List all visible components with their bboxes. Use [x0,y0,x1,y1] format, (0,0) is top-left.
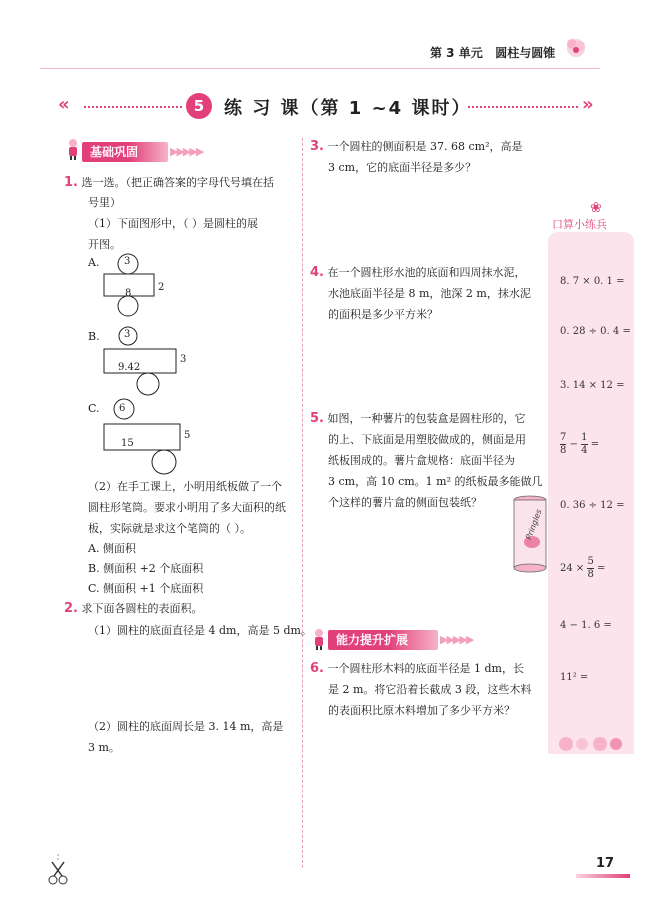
frac-times-num: 5 [587,556,594,567]
q5-line4: 3 cm，高 10 cm。1 m² 的纸板最多能做几 [328,475,543,488]
option-c-width: 15 [121,438,134,449]
option-c-height: 5 [184,430,191,441]
q4-line1: 在一个圆柱形水池的底面和四周抹水泥， [327,266,526,279]
vine-icon: ❀ [590,200,602,216]
page-number: 17 [596,856,615,871]
q1-stem-line1: 选一选。（把正确答案的字母代号填在括 [81,176,274,189]
option-a-circle-value: 3 [124,256,131,267]
option-a-height: 2 [158,282,165,293]
q5-line3: 纸板围成的。薯片盒规格：底面半径为 [328,454,515,467]
frac-times-den: 8 [587,569,594,580]
frac-a-num: 7 [560,432,567,443]
q2: 2. 求下面各圆柱的表面积。 [64,601,203,616]
q6-line2: 是 2 m。将它沿着长截成 3 段，这些木料 [328,683,532,696]
q5-line5: 个这样的薯片盒的侧面包装纸？ [328,496,482,509]
title-dots-left [84,106,182,108]
option-a-label: A. [88,256,100,269]
calc-item-8: 11² = [560,672,589,683]
option-b-width: 9.42 [118,362,141,373]
q2-part2-line1: （2）圆柱的底面周长是 3. 14 m，高是 [88,720,284,733]
q1-stem-line2: 号里） [88,196,121,209]
q1-part2-line3: 板，实际就是求这个笔筒的（ ）。 [88,522,251,535]
girl-icon-2 [312,628,326,650]
q1-number: 1 [64,175,74,190]
frac-b-num: 1 [581,432,588,443]
calc-item-5: 0. 36 ÷ 12 = [560,500,625,511]
q1-part1-line2: 开图。 [88,238,121,251]
q1-choice-b: B. 侧面积 +2 个底面积 [88,562,204,575]
section-arrows-icon-2: ▶▶▶▶▶ [440,633,473,646]
scissors-icon [46,854,70,888]
q6: 6. 一个圆柱形木料的底面半径是 1 dm，长 [310,661,524,676]
q6-line1: 一个圆柱形木料的底面半径是 1 dm，长 [327,662,524,675]
column-divider [302,138,303,868]
calc-item-7: 4 − 1. 6 = [560,620,612,631]
frac-times-a: 24 × [560,563,585,574]
lesson-title: 练 习 课（第 1 ~4 课时） [224,98,472,119]
option-b-height: 3 [180,354,187,365]
option-b-label: B. [88,330,100,343]
girl-icon [66,138,80,160]
net-diagram-c [98,398,198,476]
calc-fraction-minus [560,432,599,457]
sidebar-title: 口算小练兵 [552,218,607,231]
page-number-bar [576,874,630,878]
lesson-number: 5 [186,93,212,119]
section-arrows-icon: ▶▶▶▶▶ [170,145,203,158]
q6-line3: 的表面积比原木料增加了多少平方米？ [328,704,515,717]
calc-item-1: 8. 7 × 0. 1 = [560,276,625,287]
unit-header [430,44,555,61]
q3-line2: 3 cm，它的底面半径是多少？ [328,161,477,174]
q4-line3: 的面积是多少平方米？ [328,308,438,321]
q1-part1-line1: （1）下面图形中，（ ）是圆柱的展 [88,217,258,230]
q3: 3. 一个圆柱的侧面积是 37. 68 cm²，高是 [310,139,523,154]
q2-stem: 求下面各圆柱的表面积。 [81,602,203,615]
q1-choice-c: C. 侧面积 +1 个底面积 [88,582,204,595]
frac-b-den: 4 [581,445,588,456]
chips-can-label: Pringles [524,508,544,541]
q2-number: 2 [64,601,74,616]
roses-icon [552,732,632,754]
left-arrows-icon: « [58,94,66,115]
q1-choice-a: A. 侧面积 [88,542,136,555]
q3-line1: 一个圆柱的侧面积是 37. 68 cm²，高是 [327,140,523,153]
q2-part2-line2: 3 m。 [88,741,120,754]
q4-number: 4 [310,265,320,280]
frac-eq: = [590,439,600,450]
unit-label: 第 3 单元 [430,46,483,60]
frac-a-den: 8 [560,445,567,456]
q3-number: 3 [310,139,320,154]
q2-part1: （1）圆柱的底面直径是 4 dm，高是 5 dm。 [88,624,312,637]
option-c-label: C. [88,402,100,415]
frac-times-eq: = [597,563,606,574]
q5-number: 5 [310,411,320,426]
q4-line2: 水池底面半径是 8 m，池深 2 m，抹水泥 [328,287,531,300]
q4: 4. 在一个圆柱形水池的底面和四周抹水泥， [310,265,526,280]
q1-part2-line1: （2）在手工课上，小明用纸板做了一个 [88,480,282,493]
section-advanced: 能力提升扩展 [328,630,438,650]
q5-line1: 如图，一种薯片的包装盒是圆柱形的，它 [327,412,526,425]
right-arrows-icon: » [582,94,590,115]
q5-line2: 的上、下底面是用塑胶做成的，侧面是用 [328,433,526,446]
option-c-circle-value: 6 [119,403,126,414]
q1-part2-line2: 圆柱形笔筒。要求小明用了多大面积的纸 [88,501,286,514]
section-basic: 基础巩固 [82,142,168,162]
option-a-width: 8 [125,288,132,299]
flower-icon [560,34,592,66]
unit-title: 圆柱与圆锥 [495,46,556,60]
calc-item-2: 0. 28 ÷ 0. 4 = [560,326,631,337]
calc-item-3: 3. 14 × 12 = [560,380,625,391]
net-diagram-a [98,252,188,324]
q6-number: 6 [310,661,320,676]
calc-fraction-times [560,556,605,581]
header-rule [40,68,600,69]
option-b-circle-value: 3 [124,329,131,340]
q1: 1. 选一选。（把正确答案的字母代号填在括 [64,175,274,190]
title-dots-right [468,106,578,108]
frac-op: − [569,439,578,450]
q5: 5. 如图，一种薯片的包装盒是圆柱形的，它 [310,411,526,426]
